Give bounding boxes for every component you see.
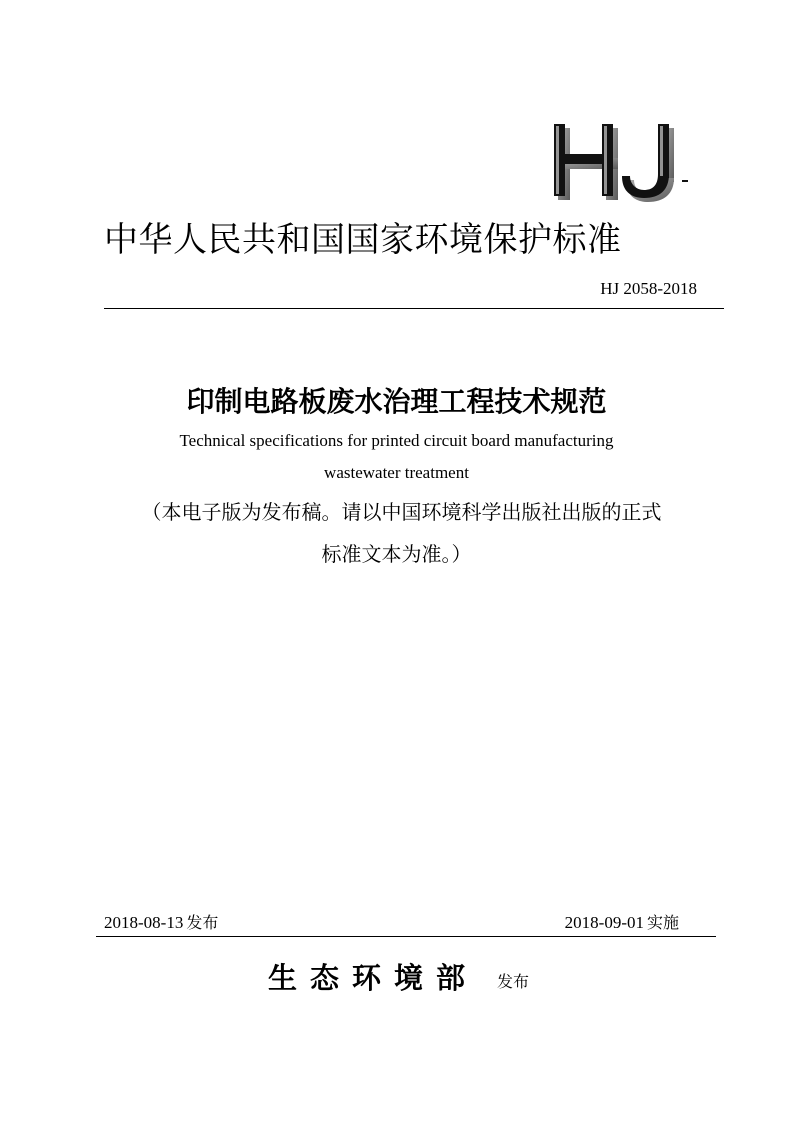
issue-date: 2018-08-13	[104, 913, 184, 932]
implementation-date: 2018-09-01	[564, 913, 644, 932]
implementation-date-block	[565, 911, 679, 935]
edition-note-line1: （本电子版为发布稿。请以中国环境科学出版社出版的正式	[141, 500, 662, 524]
issuing-authority-suffix: 发布	[497, 972, 530, 991]
document-title-cn: 印制电路板废水治理工程技术规范	[186, 385, 607, 418]
national-standard-title: 中华人民共和国国家环境保护标准	[104, 220, 622, 260]
issue-label: 发布	[186, 913, 219, 932]
issuing-authority: 生态环境部	[268, 961, 479, 995]
hj-logo-icon	[548, 118, 696, 204]
standard-number: HJ 2058-2018	[600, 279, 697, 298]
header-divider	[104, 308, 724, 309]
edition-note-line2: 标准文本为准。）	[321, 542, 472, 566]
issue-date-block	[104, 911, 218, 935]
document-title-en-line1: Technical specifications for printed circuit board manufacturing	[179, 431, 614, 450]
implementation-label: 实施	[646, 913, 679, 932]
document-title-en-line2: wastewater treatment	[324, 463, 469, 482]
footer-divider	[96, 936, 716, 937]
